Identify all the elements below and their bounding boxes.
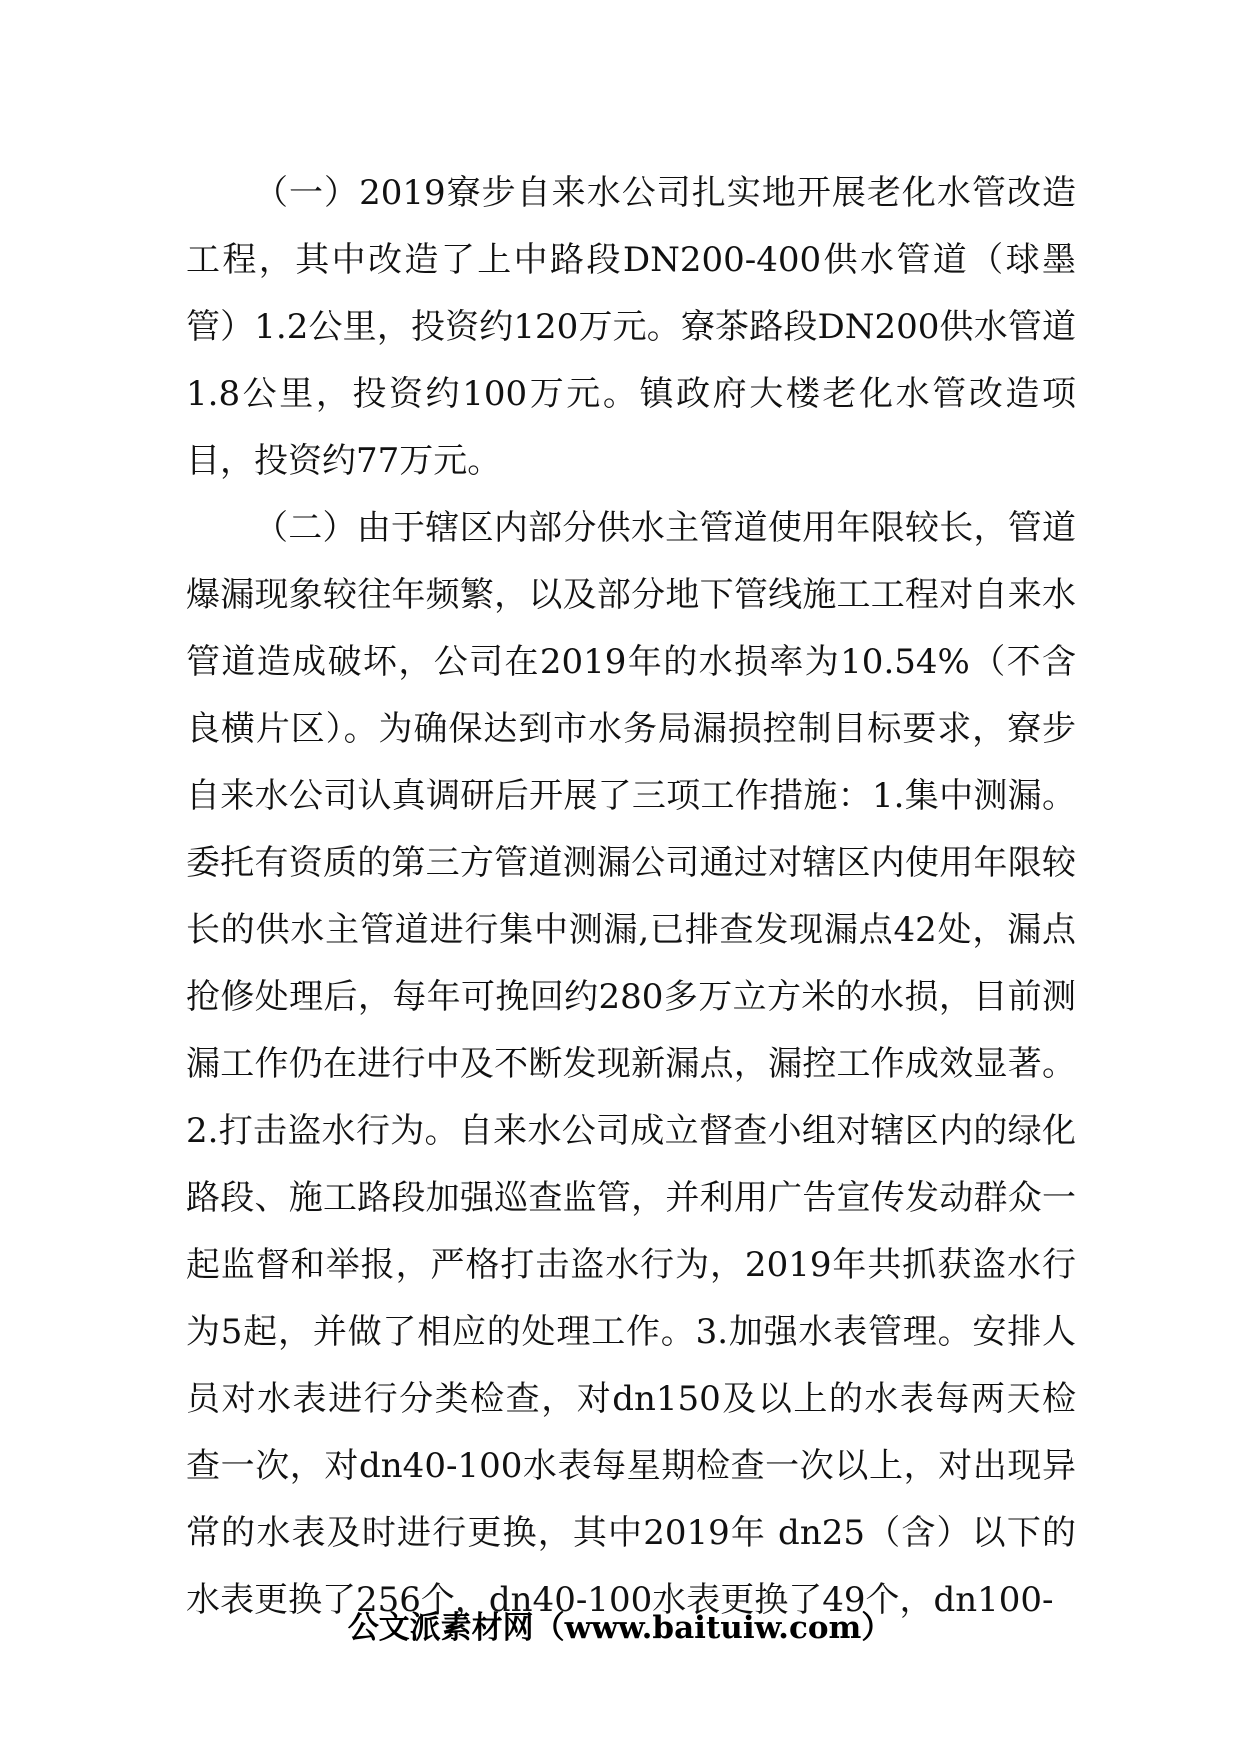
footer-watermark: 公文派素材网（www.baituiw.com） (347, 1610, 893, 1646)
paragraph-2: （二）由于辖区内部分供水主管道使用年限较长，管道爆漏现象较往年频繁，以及部分地下管线施工工程对自来水管道造成破坏，公司在2019年的水损率为10.54%（不含良横片区）。为确保达到市水务局漏损控制目标要求，寮步自来水公司认真调研后开展了三项工作措施：1.集中测漏。委托有资质的第三方管道测漏公司通过对辖区内使用年限较长的供水主管道进行集中测漏,已排查发现漏点42处，漏点抢修处理后，每年可挽回约280多万立方米的水损，目前测漏工作仍在进行中及不断发现新漏点，漏控工作成效显著。2.打击盗水行为。自来水公司成立督查小组对辖区内的绿化路段、施工路段加强巡查监管，并利用广告宣传发动群众一起监督和举报，严格打击盗水行为，2019年共抓获盗水行为5起，并做了相应的处理工作。3.加强水表管理。安排人员对水表进行分类检查，对dn150及以上的水表每两天检查一次，对dn40-100水表每星期检查一次以上，对出现异常的水表及时进行更换，其中2019年 dn25（含）以下的水表更换了256个，dn40-100水表更换了49个，dn100- (186, 508, 1076, 1620)
document-body (186, 160, 1076, 1634)
paragraph-1: （一）2019寮步自来水公司扎实地开展老化水管改造工程，其中改造了上中路段DN200-400供水管道（球墨管）1.2公里，投资约120万元。寮茶路段DN200供水管道1.8公里，投资约100万元。镇政府大楼老化水管改造项目，投资约77万元。 (186, 173, 1076, 481)
